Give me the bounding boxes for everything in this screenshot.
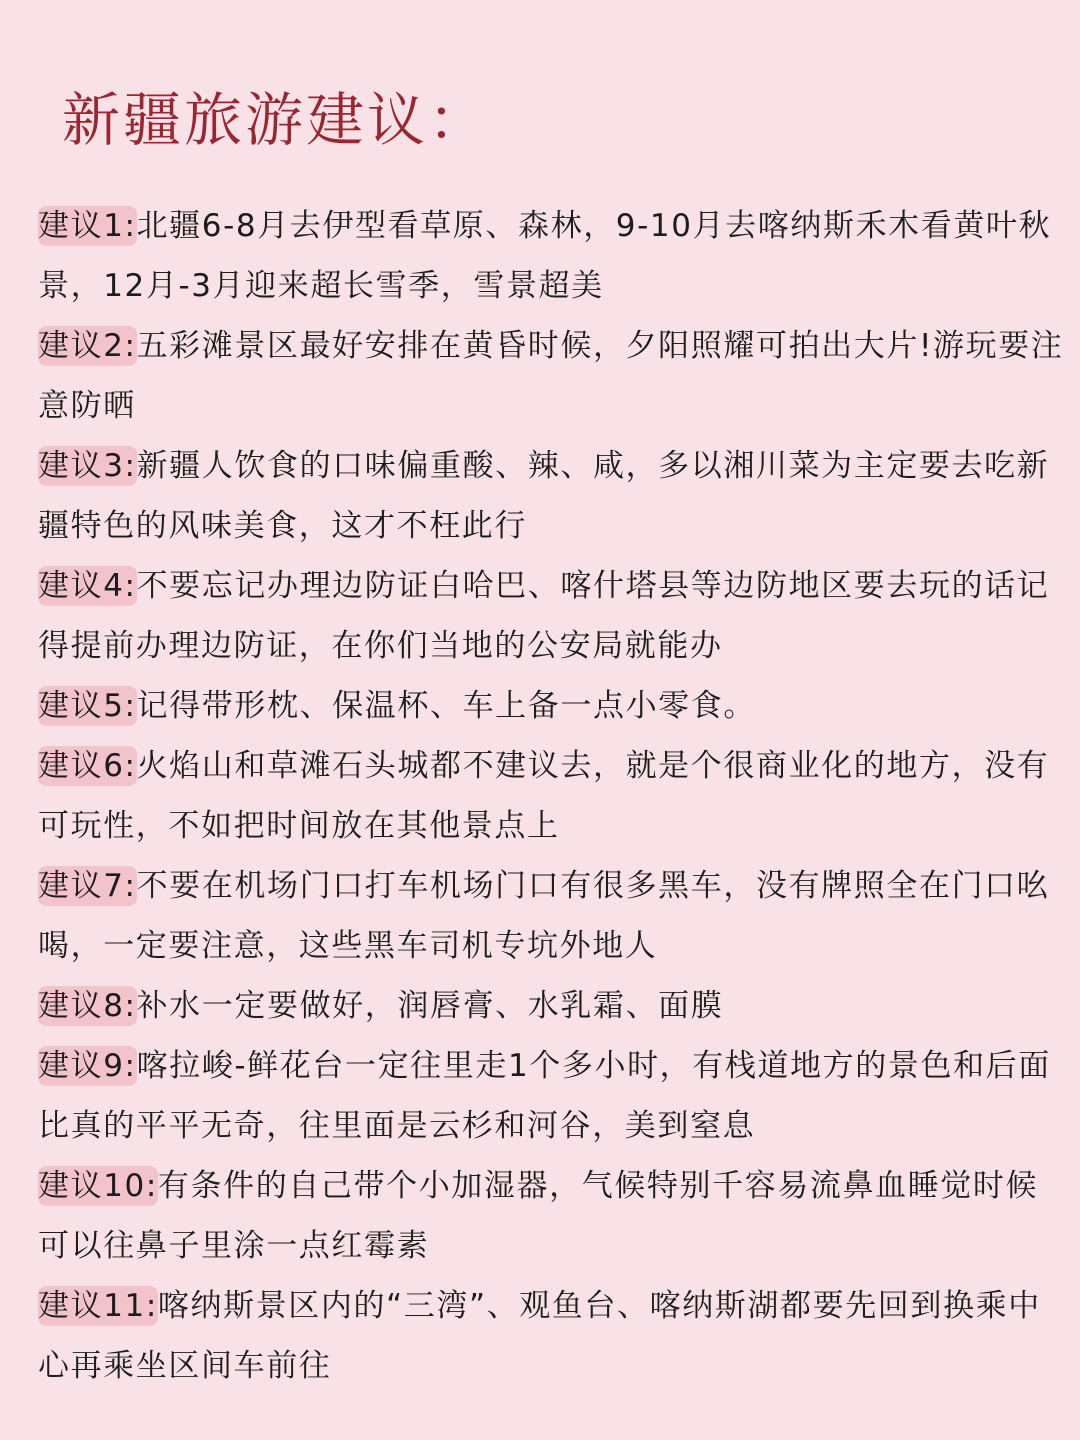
tip-item — [38, 1036, 1068, 1156]
tip-text: 喀拉峻-鲜花台一定往里走1个多小时，有栈道地方的景色和后面比真的平平无奇，往里面是云杉和河谷，美到窒息 — [38, 1048, 1051, 1144]
tip-text: 火焰山和草滩石头城都不建议去，就是个很商业化的地方，没有可玩性，不如把时间放在其他景点上 — [38, 748, 1050, 844]
page-title: 新疆旅游建议： — [62, 86, 490, 154]
tip-label: 建议5: — [38, 688, 137, 724]
tip-text: 五彩滩景区最好安排在黄昏时候，夕阳照耀可拍出大片!游玩要注意防晒 — [38, 328, 1064, 424]
tip-text: 北疆6-8月去伊型看草原、森林，9-10月去喀纳斯禾木看黄叶秋景，12月-3月迎来超长雪季，雪景超美 — [38, 208, 1052, 304]
tip-item — [38, 316, 1068, 436]
tip-text: 喀纳斯景区内的“三湾”、观鱼台、喀纳斯湖都要先回到换乘中心再乘坐区间车前往 — [38, 1288, 1041, 1384]
tip-item — [38, 196, 1068, 316]
tip-label: 建议7: — [38, 868, 137, 904]
tip-item — [38, 736, 1068, 856]
tip-text: 有条件的自己带个小加湿器，气候特别千容易流鼻血睡觉时候可以往鼻子里涂一点红霉素 — [38, 1168, 1039, 1264]
tip-item — [38, 556, 1068, 676]
tip-label: 建议6: — [38, 748, 137, 784]
tip-label: 建议8: — [38, 988, 137, 1024]
tip-item — [38, 1276, 1068, 1396]
tip-label: 建议9: — [38, 1048, 137, 1084]
tip-label: 建议2: — [38, 328, 137, 364]
tip-text: 不要忘记办理边防证白哈巴、喀什塔县等边防地区要去玩的话记得提前办理边防证，在你们当地的公安局就能办 — [38, 568, 1050, 664]
tip-label: 建议10: — [38, 1168, 158, 1204]
tip-item — [38, 676, 1068, 736]
tip-label: 建议1: — [38, 208, 137, 244]
tip-text: 不要在机场门口打车机场门口有很多黑车，没有牌照全在门口吆喝，一定要注意，这些黑车司机专坑外地人 — [38, 868, 1050, 964]
tip-label: 建议3: — [38, 448, 137, 484]
tip-text: 记得带形枕、保温杯、车上备一点小零食。 — [136, 688, 756, 724]
tip-label: 建议11: — [38, 1288, 158, 1324]
tip-item — [38, 1156, 1068, 1276]
tip-item — [38, 856, 1068, 976]
tips-list — [38, 196, 1068, 1396]
tip-text: 新疆人饮食的口味偏重酸、辣、咸，多以湘川菜为主定要去吃新疆特色的风味美食，这才不枉此行 — [38, 448, 1050, 544]
tip-item — [38, 976, 1068, 1036]
tip-text: 补水一定要做好，润唇膏、水乳霜、面膜 — [136, 988, 724, 1024]
tip-item — [38, 436, 1068, 556]
tip-label: 建议4: — [38, 568, 137, 604]
